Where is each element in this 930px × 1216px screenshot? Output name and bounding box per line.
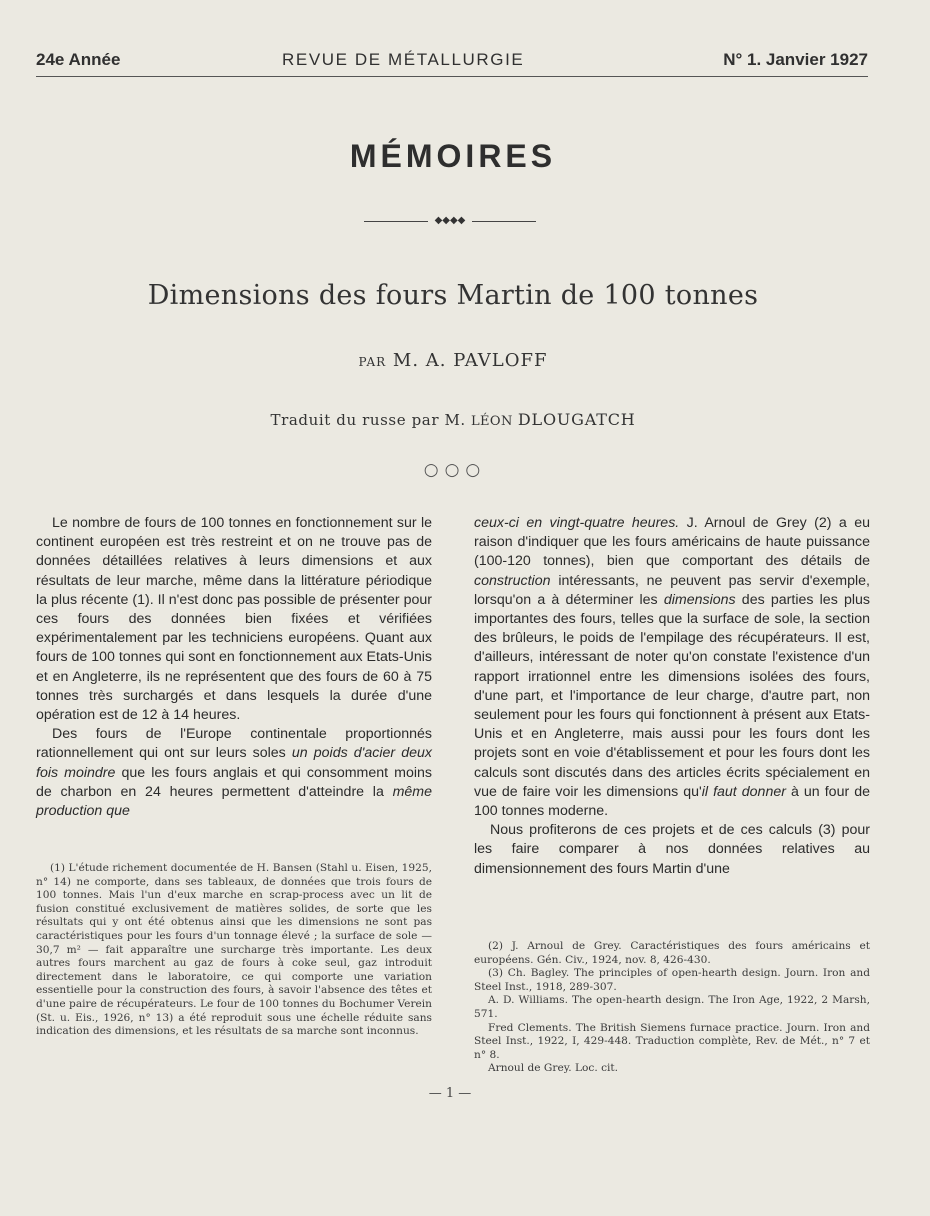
author-prefix: PAR xyxy=(358,355,387,369)
footnotes-left xyxy=(36,862,432,1039)
footnote: Arnoul de Grey. Loc. cit. xyxy=(488,1062,619,1075)
ornament-line-left xyxy=(364,221,428,222)
text-run: J. Arnoul de Grey (2) a eu raison d'indiquer que les fours américains de haute puissance (100-120 tonnes), bien que comportant des détails de xyxy=(474,515,870,570)
footnote: A. D. Williams. The open-hearth design. The Iron Age, 1922, 2 Marsh, 571. xyxy=(474,994,870,1020)
page-number: — 1 — xyxy=(428,1086,472,1101)
emphasis-run: ceux-ci en vingt-quatre heures. xyxy=(474,515,680,531)
emphasis-run: même production que xyxy=(36,783,432,820)
translator-line xyxy=(0,410,906,429)
text-run: que les fours anglais et qui consomment moins de charbon en 24 heures permettent d'atteindre la xyxy=(36,764,433,800)
footnote: (2) J. Arnoul de Grey. Caractéristiques des fours américains et européens. Gén. Civ., 1924, nov. 8, 426-430. xyxy=(474,940,870,966)
paragraph xyxy=(474,514,870,821)
ornament-line-right xyxy=(472,221,536,222)
translator-given-name: LÉON xyxy=(470,414,513,429)
translator-surname: DLOUGATCH xyxy=(517,410,636,429)
diamond-ornament-icon: ◆◆◆◆ xyxy=(434,215,466,226)
footnote: (1) L'étude richement documentée de H. Bansen (Stahl u. Eisen, 1925, n° 14) ne comporte, dans ses tableaux, de données que trois fours de 100 tonnes. Mais l'un d'eux marche en scrap-process avec un lit de fusion constitué exclusivement de matières solides, de sorte que les résultats qui y ont été obtenus ainsi que les dimensions ne sont pas caractéristiques pour les fours d'un tonnage élevé ; la surface de sole — 30,7 m² — fait apparaître une surcharge très importante. Les deux autres fours marchent au gaz de fours à coke seul, gaz introduit directement dans le laboratoire, ce qui comporte une variation essentielle pour la construction des fours, à savoir l'absence des têtes et d'une paire de récupérateurs. Le four de 100 tonnes du Bochumer Verein (St. u. Eis., 1926, n° 13) a été reproduit sous une échelle réduite sans indication des dimensions, et les résultats de sa marche sont inconnus. xyxy=(36,862,432,1038)
section-title: MÉMOIRES xyxy=(349,138,557,174)
footnote: Fred Clements. The British Siemens furnace practice. Journ. Iron and Steel Inst., 1922, I, 429-448. Traduction complète, Rev. de Mét., n° 7 et n° 8. xyxy=(474,1021,870,1061)
translator-prefix: Traduit du russe par M. xyxy=(270,411,466,429)
emphasis-run: un poids d'acier deux fois moindre xyxy=(36,745,432,781)
header-rule xyxy=(36,76,868,77)
paragraph xyxy=(36,725,432,821)
header-issue-date: N° 1. Janvier 1927 xyxy=(723,50,868,69)
paragraph: Nous profiterons de ces projets et de ces calculs (3) pour les faire comparer à nos données relatives au dimensionnement des fours Martin d'une xyxy=(474,822,870,877)
emphasis-run: construction xyxy=(474,572,551,589)
body-column-left xyxy=(36,514,432,821)
footnote: (3) Ch. Bagley. The principles of open-hearth design. Journ. Iron and Steel Inst., 1918, 289-307. xyxy=(474,967,870,993)
author-line xyxy=(0,350,906,371)
ornament-divider xyxy=(364,214,536,228)
text-run: Des fours de l'Europe continentale proportionnés rationnellement qui ont sur leurs soles xyxy=(36,726,432,762)
text-run: des parties les plus importantes des fours, telles que la surface de sole, la section des brûleurs, le poids de l'empilage des récupérateurs. Il est, d'ailleurs, intéressant de noter qu'on constate l'existence d'un rapport irrationnel entre les dimensions isolées des fours, d'une part, et l'importance de leur charge, d'autre part, non seulement pour les fours qui fonctionnent à présent aux Etats-Unis et en Angleterre, mais aussi pour les fours dont les projets sont en voie d'établissement et pour les fours dont les calculs sont discutés dans des articles écrits spécialement en vue de faire voir les dimensions qu' xyxy=(474,591,871,800)
header-volume: 24e Année xyxy=(36,50,121,69)
footnotes-right xyxy=(474,940,870,1076)
author-name: M. A. PAVLOFF xyxy=(392,350,548,371)
article-title: Dimensions des fours Martin de 100 tonnes xyxy=(147,280,759,311)
emphasis-run: dimensions xyxy=(663,591,736,608)
text-run: intéressants, ne peuvent pas servir d'exemple, lorsqu'on a à déterminer les xyxy=(474,572,870,608)
running-header xyxy=(36,46,868,76)
circle-separator-icon: ○○○ xyxy=(423,460,487,480)
text-run: à un four de 100 tonnes moderne. xyxy=(474,783,870,820)
emphasis-run: il faut donner xyxy=(701,783,786,800)
header-journal-title: REVUE DE MÉTALLURGIE xyxy=(282,50,525,69)
paragraph: Le nombre de fours de 100 tonnes en fonctionnement sur le continent européen est très restreint et on ne trouve pas de données détaillées relatives à leurs dimensions et aux résultats de leur marche, même dans la littérature périodique la plus récente (1). Il n'est donc pas possible de présenter pour ces fours des données bien fixées et vérifiées expérimentalement par les techniciens européens. Quant aux fours de 100 tonnes qui sont en fonctionnement aux Etats-Unis et en Angleterre, ils ne représentent que des fours de 60 à 75 tonnes très surchargés et dans lesquels la durée d'une opération est de 12 à 14 heures. xyxy=(36,515,432,724)
body-column-right xyxy=(474,514,870,879)
